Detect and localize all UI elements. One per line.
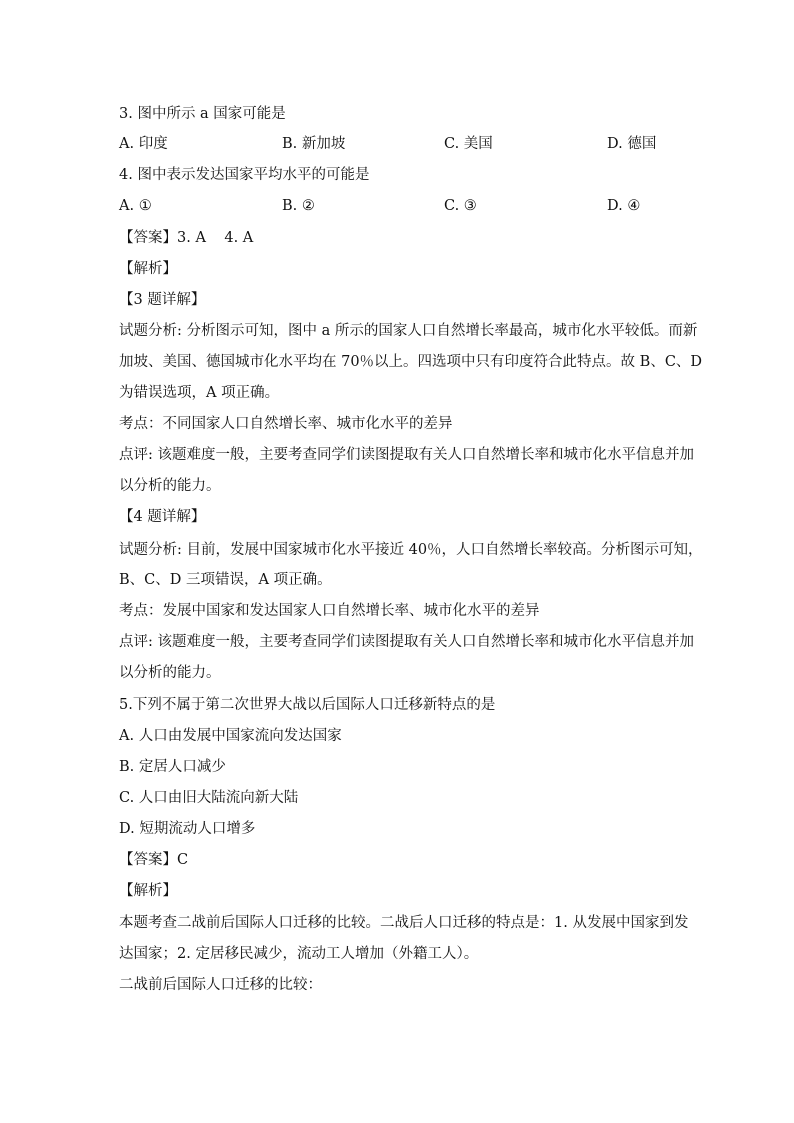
question-4-option-a: A. ① [119, 198, 152, 214]
detail-3-dianping-1: 点评: 该题难度一般，主要考查同学们读图提取有关人口自然增长率和城市化水平信息并加 [119, 447, 694, 463]
detail-3-line-1: 试题分析: 分析图示可知，图中 a 所示的国家人口自然增长率最高，城市化水平较低。而新 [119, 323, 698, 339]
detail-3-kaodian: 考点：不同国家人口自然增长率、城市化水平的差异 [119, 416, 453, 432]
analysis-5-line-1: 本题考查二战前后国际人口迁移的比较。二战后人口迁移的特点是：1. 从发展中国家到发 [119, 915, 689, 931]
question-3-stem: 3. 图中所示 a 国家可能是 [119, 106, 286, 122]
analysis-5-line-3: 二战前后国际人口迁移的比较： [119, 977, 322, 993]
analysis-label: 【解析】 [119, 261, 177, 277]
detail-4-dianping-1: 点评: 该题难度一般，主要考查同学们读图提取有关人口自然增长率和城市化水平信息并加 [119, 634, 694, 650]
analysis-5-line-2: 达国家；2. 定居移民减少，流动工人增加（外籍工人）。 [119, 946, 479, 962]
detail-4-line-2: B、C、D 三项错误，A 项正确。 [119, 572, 332, 588]
question-5-option-d: D. 短期流动人口增多 [119, 821, 256, 837]
answer-5: 【答案】C [119, 852, 189, 868]
question-4-option-d: D. ④ [607, 198, 641, 214]
detail-3-heading: 【3 题详解】 [119, 292, 206, 308]
question-5-option-a: A. 人口由发展中国家流向发达国家 [119, 728, 342, 744]
analysis-label-5: 【解析】 [119, 883, 177, 899]
question-5-stem: 5.下列不属于第二次世界大战以后国际人口迁移新特点的是 [119, 697, 496, 713]
detail-4-dianping-2: 以分析的能力。 [119, 665, 221, 681]
detail-4-heading: 【4 题详解】 [119, 509, 206, 525]
question-4-option-b: B. ② [282, 198, 315, 214]
detail-4-line-1: 试题分析: 目前，发展中国家城市化水平接近 40％，人口自然增长率较高。分析图示可知， [119, 542, 703, 558]
question-3-option-b: B. 新加坡 [282, 136, 346, 152]
question-5-option-c: C. 人口由旧大陆流向新大陆 [119, 790, 299, 806]
detail-4-kaodian: 考点：发展中国家和发达国家人口自然增长率、城市化水平的差异 [119, 603, 540, 619]
question-4-stem: 4. 图中表示发达国家平均水平的可能是 [119, 167, 370, 183]
question-5-option-b: B. 定居人口减少 [119, 759, 226, 775]
detail-3-line-3: 为错误选项，A 项正确。 [119, 385, 280, 401]
answer-3-4: 【答案】3. A 4. A [119, 230, 254, 246]
question-3-option-d: D. 德国 [607, 136, 657, 152]
question-3-option-a: A. 印度 [119, 136, 168, 152]
question-4-option-c: C. ③ [444, 198, 477, 214]
detail-3-dianping-2: 以分析的能力。 [119, 478, 221, 494]
detail-3-line-2: 加坡、美国、德国城市化水平均在 70％以上。四选项中只有印度符合此特点。故 B、C、D [119, 354, 703, 370]
question-3-option-c: C. 美国 [444, 136, 493, 152]
